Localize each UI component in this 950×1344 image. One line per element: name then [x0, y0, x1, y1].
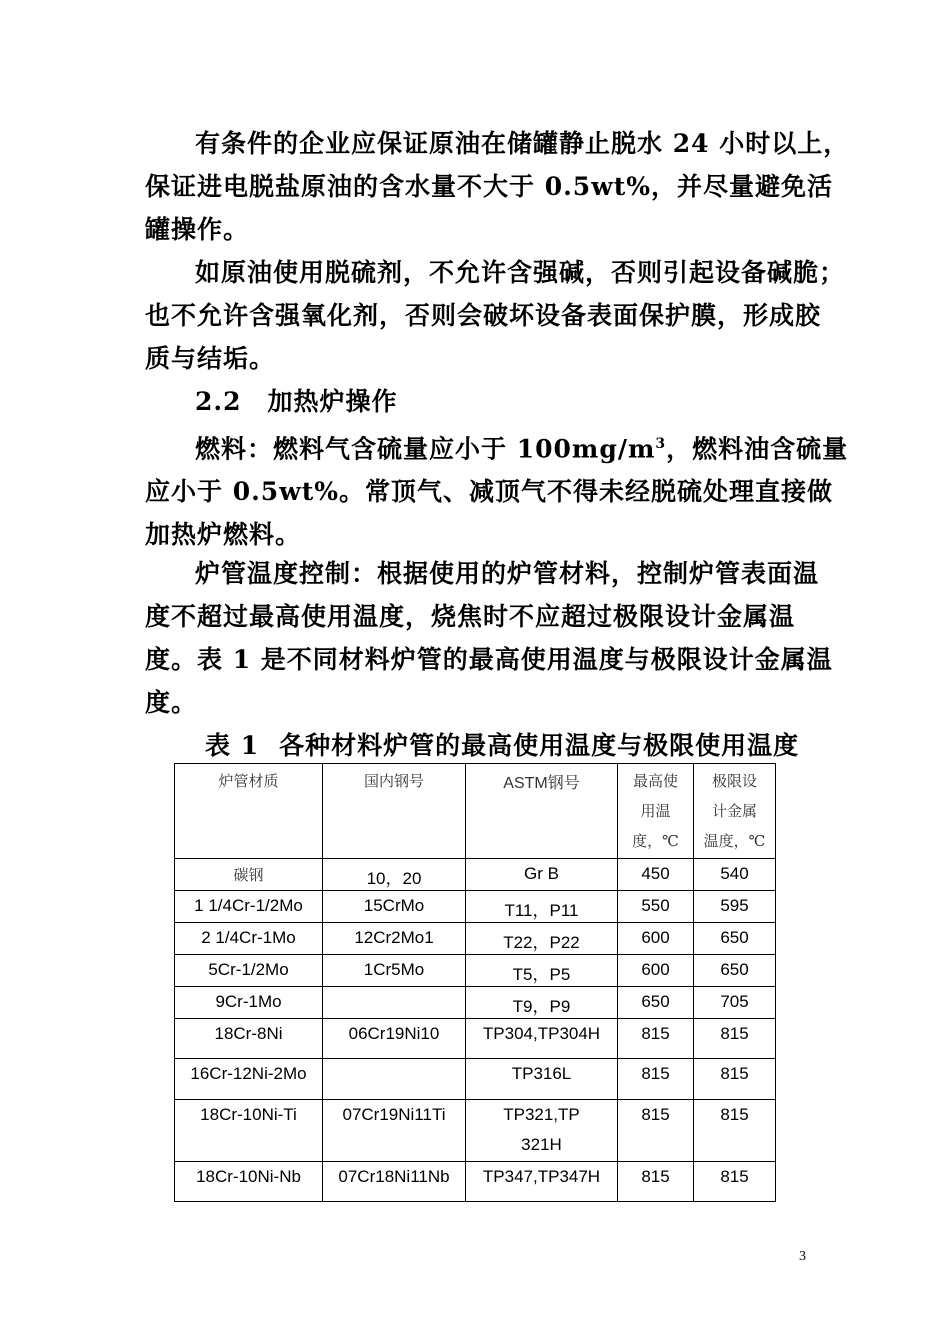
- table-header-row: [175, 764, 776, 859]
- cell-material: 18Cr-10Ni-Ti: [175, 1100, 323, 1162]
- table-row: [175, 1019, 776, 1059]
- cell-astm: T5，P5: [466, 955, 618, 987]
- cell-material: 1 1/4Cr-1/2Mo: [175, 891, 323, 923]
- cell-domestic: [323, 987, 466, 1019]
- table-row: [175, 987, 776, 1019]
- tube-material-table: [174, 763, 776, 1202]
- cell-max: 550: [618, 891, 694, 923]
- cell-astm: T9，P9: [466, 987, 618, 1019]
- cell-domestic: 10，20: [323, 859, 466, 891]
- text-line: 质与结垢。: [145, 344, 276, 373]
- table-number: 表 1: [205, 731, 260, 760]
- heading-text: 2.2 加热炉操作: [195, 387, 398, 416]
- table-title: 各种材料炉管的最高使用温度与极限使用温度: [279, 731, 800, 760]
- header-material: 炉管材质: [175, 764, 323, 859]
- text-fragment: ，燃料油含硫量: [666, 434, 849, 464]
- cell-limit: 650: [694, 955, 776, 987]
- cell-limit: 815: [694, 1162, 776, 1202]
- text-line: 应小于 0.5wt%。常顶气、减顶气不得未经脱硫处理直接做: [145, 477, 834, 507]
- header-line: 温度，℃: [703, 832, 766, 850]
- paragraph-crude-dewatering: [145, 122, 850, 251]
- header-domestic-grade: 国内钢号: [323, 764, 466, 859]
- text-line: 度。: [145, 688, 198, 717]
- table-row: [175, 891, 776, 923]
- text-line: 加热炉燃料。: [145, 520, 302, 550]
- cell-max: 815: [618, 1162, 694, 1202]
- cell-material: 9Cr-1Mo: [175, 987, 323, 1019]
- text-line: 度。表 1 是不同材料炉管的最高使用温度与极限设计金属温: [145, 645, 833, 674]
- header-line: 最高使: [632, 772, 678, 790]
- superscript: 3: [655, 436, 667, 452]
- table-row: [175, 923, 776, 955]
- cell-max: 450: [618, 859, 694, 891]
- section-heading: [145, 380, 807, 423]
- cell-max: 650: [618, 987, 694, 1019]
- cell-domestic: 1Cr5Mo: [323, 955, 466, 987]
- cell-max: 600: [618, 955, 694, 987]
- table-row: [175, 955, 776, 987]
- text-line: 有条件的企业应保证原油在储罐静止脱水 24 小时以上，: [195, 129, 850, 158]
- cell-domestic: 07Cr19Ni11Ti: [323, 1100, 466, 1162]
- paragraph-tube-temperature: [145, 552, 833, 724]
- cell-limit: 650: [694, 923, 776, 955]
- cell-line: 321H: [521, 1135, 562, 1154]
- cell-limit: 705: [694, 987, 776, 1019]
- cell-limit: 815: [694, 1019, 776, 1059]
- header-line: 度，℃: [632, 832, 679, 850]
- cell-domestic: 07Cr18Ni11Nb: [323, 1162, 466, 1202]
- cell-max: 815: [618, 1059, 694, 1100]
- text-line: 度不超过最高使用温度，烧焦时不应超过极限设计金属温: [145, 602, 796, 631]
- cell-max: 600: [618, 923, 694, 955]
- table-caption: [205, 726, 799, 762]
- text-line: 保证进电脱盐原油的含水量不大于 0.5wt%，并尽量避免活: [145, 172, 834, 201]
- cell-limit: 815: [694, 1059, 776, 1100]
- cell-astm: Gr B: [466, 859, 618, 891]
- cell-line: TP321,TP: [503, 1105, 580, 1124]
- header-line: 用温: [640, 802, 671, 820]
- cell-astm: [466, 1100, 618, 1162]
- cell-material: 2 1/4Cr-1Mo: [175, 923, 323, 955]
- table-row: [175, 859, 776, 891]
- header-astm-grade: ASTM钢号: [466, 764, 618, 859]
- text-line: [145, 423, 849, 470]
- cell-max: 815: [618, 1100, 694, 1162]
- cell-domestic: 12Cr2Mo1: [323, 923, 466, 955]
- cell-material: 18Cr-8Ni: [175, 1019, 323, 1059]
- text-line: 炉管温度控制：根据使用的炉管材料，控制炉管表面温: [195, 559, 820, 588]
- cell-limit: 815: [694, 1100, 776, 1162]
- cell-material: 碳钢: [175, 859, 323, 891]
- text-fragment: 燃料：燃料气含硫量应小于 100mg/m: [195, 434, 656, 464]
- cell-astm: TP304,TP304H: [466, 1019, 618, 1059]
- text-line: 罐操作。: [145, 215, 250, 244]
- text-line: 如原油使用脱硫剂，不允许含强碱，否则引起设备碱脆；: [195, 258, 846, 287]
- cell-domestic: 06Cr19Ni10: [323, 1019, 466, 1059]
- cell-domestic: [323, 1059, 466, 1100]
- cell-limit: 540: [694, 859, 776, 891]
- cell-material: 16Cr-12Ni-2Mo: [175, 1059, 323, 1100]
- cell-material: 18Cr-10Ni-Nb: [175, 1162, 323, 1202]
- table-row: [175, 1059, 776, 1100]
- cell-domestic: 15CrMo: [323, 891, 466, 923]
- paragraph-fuel: [145, 423, 849, 556]
- text-line: 也不允许含强氧化剂，否则会破坏设备表面保护膜，形成胶: [145, 301, 822, 330]
- cell-max: 815: [618, 1019, 694, 1059]
- cell-astm: T22，P22: [466, 923, 618, 955]
- cell-astm: TP316L: [466, 1059, 618, 1100]
- header-max-temp: [618, 764, 694, 859]
- table-row: [175, 1162, 776, 1202]
- cell-material: 5Cr-1/2Mo: [175, 955, 323, 987]
- header-limit-temp: [694, 764, 776, 859]
- cell-astm: TP347,TP347H: [466, 1162, 618, 1202]
- paragraph-desulfurizer: [145, 251, 846, 380]
- header-line: 极限设: [711, 772, 757, 790]
- page-number: 3: [799, 1249, 806, 1264]
- header-line: 计金属: [711, 802, 757, 820]
- cell-limit: 595: [694, 891, 776, 923]
- cell-astm: T11，P11: [466, 891, 618, 923]
- table-row: [175, 1100, 776, 1162]
